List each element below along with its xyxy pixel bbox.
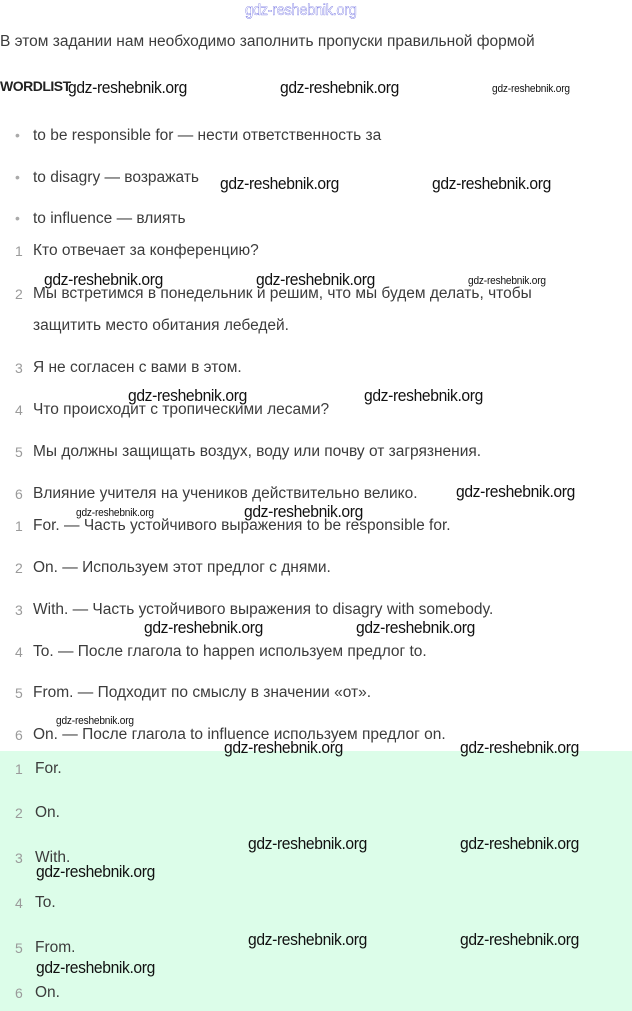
watermark: gdz-reshebnik.org [256,270,375,289]
item-number: 2 [15,560,23,576]
sentence: Я не согласен с вами в этом. [33,359,242,376]
item-number: 1 [15,761,23,777]
explanation: To. — После глагола to happen используем предлог to. [33,643,427,660]
item-number: 5 [15,444,23,460]
item-number: 2 [15,805,23,821]
watermark: gdz-reshebnik.org [128,386,247,405]
watermark: gdz-reshebnik.org [432,174,551,193]
item-number: 4 [15,895,23,911]
watermark: gdz-reshebnik.org [220,174,339,193]
sentence: Влияние учителя на учеников действительно велико. [33,485,418,502]
answer: From. [35,939,76,956]
watermark: gdz-reshebnik.org [456,482,575,501]
watermark: gdz-reshebnik.org [244,502,363,521]
sentence: Кто отвечает за конференцию? [33,242,259,259]
watermark: gdz-reshebnik.org [144,618,263,637]
watermark: gdz-reshebnik.org [36,958,155,977]
sentence: Мы должны защищать воздух, воду или почву от загрязнения. [33,443,482,460]
watermark: gdz-reshebnik.org [36,862,155,881]
wordlist-item: to be responsible for — нести ответственность за [33,127,382,144]
item-number: 4 [15,402,23,418]
sentence: Мы встретимся в понедельник и решим, что мы будем делать, чтобы [33,285,532,302]
answer: To. [35,894,56,911]
intro-text: В этом задании нам необходимо заполнить пропуски правильной формой [0,33,535,50]
watermark: gdz-reshebnik.org [356,618,475,637]
watermark: gdz-reshebnik.org [492,83,570,95]
watermark: gdz-reshebnik.org [44,270,163,289]
explanation: From. — Подходит по смыслу в значении «от». [33,684,372,701]
item-number: 5 [15,685,23,701]
watermark: gdz-reshebnik.org [460,738,579,757]
watermark: gdz-reshebnik.org [56,715,134,727]
wordlist-heading: WORDLIST [0,78,71,94]
watermark: gdz-reshebnik.org [68,78,187,97]
watermark: gdz-reshebnik.org [245,2,357,19]
answer: On. [35,984,60,1001]
watermark: gdz-reshebnik.org [460,930,579,949]
watermark: gdz-reshebnik.org [460,834,579,853]
sentence: Что происходит с тропическими лесами? [33,401,330,418]
explanation: For. — Часть устойчивого выражения to be responsible for. [33,517,451,534]
item-number: 3 [15,850,23,866]
bullet-icon: • [15,169,20,185]
item-number: 4 [15,644,23,660]
item-number: 3 [15,360,23,376]
bullet-icon: • [15,127,20,143]
watermark: gdz-reshebnik.org [224,738,343,757]
item-number: 1 [15,518,23,534]
explanation: With. — Часть устойчивого выражения to disagry with somebody. [33,601,494,618]
item-number: 5 [15,940,23,956]
item-number: 1 [15,243,23,259]
item-number: 3 [15,602,23,618]
item-number: 2 [15,286,23,302]
item-number: 6 [15,985,23,1001]
answer: With. [35,849,71,866]
watermark: gdz-reshebnik.org [248,930,367,949]
watermark: gdz-reshebnik.org [364,386,483,405]
item-number: 6 [15,486,23,502]
watermark: gdz-reshebnik.org [248,834,367,853]
item-number: 6 [15,727,23,743]
explanation: On. — Используем этот предлог с днями. [33,559,331,576]
explanation: On. — После глагола to influence используем предлог on. [33,726,446,743]
watermark: gdz-reshebnik.org [280,78,399,97]
watermark: gdz-reshebnik.org [76,507,154,519]
answer: For. [35,760,62,777]
bullet-icon: • [15,210,20,226]
sentence-continuation: защитить место обитания лебедей. [33,317,289,334]
wordlist-item: to disagry — возражать [33,169,199,186]
answer: On. [35,804,60,821]
watermark: gdz-reshebnik.org [468,275,546,287]
wordlist-item: to influence — влиять [33,210,186,227]
